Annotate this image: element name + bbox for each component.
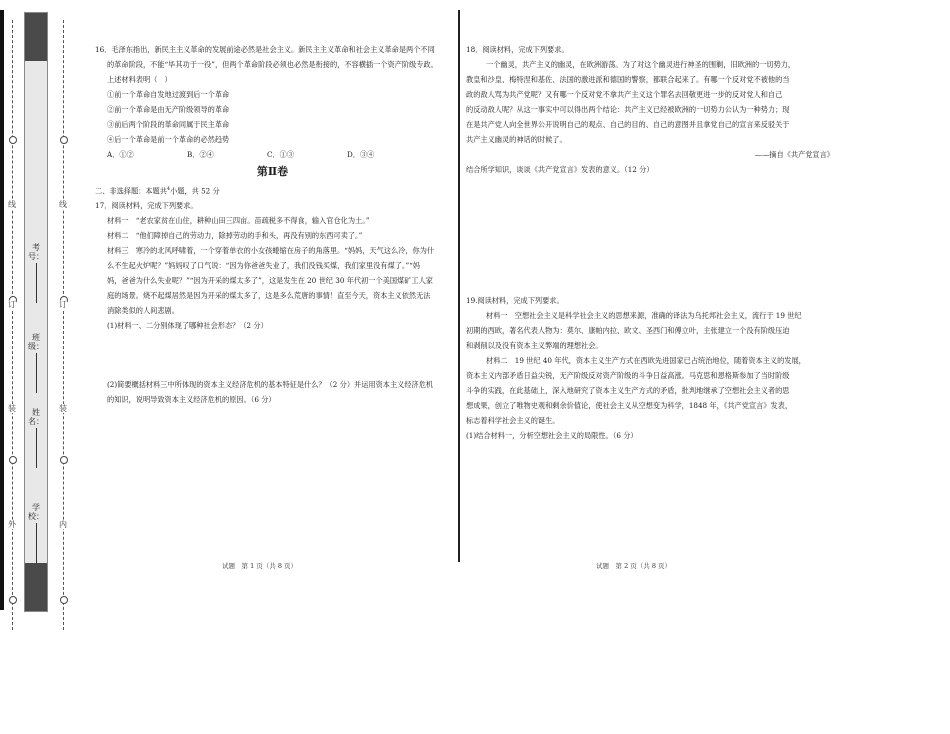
outer-cut-line — [12, 20, 13, 630]
q19-material-2: 标志着科学社会主义的诞生。 — [466, 416, 560, 425]
inner-char: 线 — [59, 200, 67, 209]
q18-stem: 18．阅读材料，完成下列要求。 — [466, 45, 569, 54]
left-page — [95, 42, 450, 407]
q19-material-2: 资本主义内部矛盾日益尖锐，无产阶级反对资产阶级的斗争日益高涨。马克思和恩格斯参加了当时阶级 — [466, 371, 790, 380]
class-label: 班级： — [28, 333, 44, 351]
column-divider — [458, 10, 460, 562]
page-footer-right: 试题 第 2 页（共 8 页） — [596, 562, 672, 570]
option-d[interactable]: D．③④ — [347, 150, 375, 159]
q19-material-1: 初期的西欧，著名代表人物为：莫尔、康帕内拉、欧文、圣西门和傅立叶，主张建立一个没有阶级压迫 — [466, 326, 790, 335]
binding-hole — [9, 456, 17, 464]
q18-passage: 一个幽灵，共产主义的幽灵，在欧洲游荡。为了对这个幽灵进行神圣的围剿，旧欧洲的一切势力， — [486, 60, 796, 69]
q19-material-1: 和剥削以及没有资本主义弊端的理想社会。 — [466, 341, 603, 350]
section-note: 二、非选择题：本题共$^4$小题，共 52 分 — [95, 186, 220, 196]
q17-material-3: 消除类似的人间悲剧。 — [107, 306, 179, 316]
q17-material-1: 材料一 “老农家贫在山住，耕种山田三四亩。苗疏税多不得食，输入官仓化为土。” — [107, 216, 370, 226]
q19-material-1: 材料一 空想社会主义是科学社会主义的思想来源，准确的译法为乌托邦社会主义，流行于 19 世纪 — [486, 311, 802, 320]
q17-material-2: 材料二 “他们障掉自己的劳动力，除掉劳动的手和头，再没有别的东西可卖了。” — [107, 231, 363, 241]
q17-material-3: 么不生起火炉呢？”妈妈叹了口气说：“因为你爸爸失业了，我们没钱买煤，我们家里没有煤了。”“妈 — [107, 261, 420, 271]
inner-char: 内 — [59, 520, 67, 529]
question-19 — [466, 293, 834, 443]
q17-sub-2: 的知识，说明导致资本主义经济危机的原因。（6 分） — [107, 395, 276, 405]
inner-cut-line — [63, 20, 64, 630]
q16-line: 16．毛泽东指出，新民主主义革命的发展前途必然是社会主义。新民主主义革命和社会主义革命是两个不同 — [95, 45, 435, 54]
right-page — [466, 42, 834, 443]
binding-hole — [9, 136, 17, 144]
name-field[interactable] — [27, 408, 45, 468]
q16-statement: ①前一个革命自发地过渡到后一个革命 — [107, 90, 230, 99]
strip-cap-top — [25, 13, 47, 61]
option-a[interactable]: A．①② — [107, 150, 134, 159]
q17-sub-2: (2)简要概括材料三中所体现的资本主义经济危机的基本特征是什么？（2 分）并运用资本主义经济危机 — [107, 380, 434, 390]
q18-passage: 政的敌人骂为共产党呢？又有哪一个反对党不拿共产主义这个罪名去回敬更进一步的反对党人和自己 — [466, 90, 783, 99]
class-field[interactable] — [27, 333, 45, 393]
binding-hole — [9, 596, 17, 604]
exam-number-label: 考号： — [28, 243, 44, 261]
school-field[interactable] — [27, 503, 45, 563]
q17-material-3: 材料三 寒冷的北风呼啸着，一个穿着单衣的小女孩蜷缩在房子的角落里。“妈妈，天气这么冷，你为什 — [107, 246, 435, 256]
q16-line: 上述材料表明（ ） — [107, 75, 172, 84]
q17-material-3: 妈，爸爸为什么失业呢？”“因为开采的煤太多了”，这是发生在 20 世纪 30 年代初一个美国煤矿工人家 — [107, 276, 433, 286]
q17-sub-1: (1)材料一、二分别体现了哪种社会形态？（2 分） — [107, 321, 268, 331]
binding-hole — [60, 456, 68, 464]
question-16 — [95, 42, 450, 162]
page-footer-left: 试题 第 1 页（共 8 页） — [222, 562, 298, 570]
exam-number-field[interactable] — [27, 243, 45, 303]
question-17 — [95, 198, 450, 407]
answer-space[interactable] — [466, 177, 834, 293]
q16-statement: ③前后两个阶段的革命同属于民主革命 — [107, 120, 230, 129]
q18-passage: 在是共产党人向全世界公开说明自己的观点、自己的目的、自己的意图并且拿党自己的宣言来反驳关于 — [466, 120, 790, 129]
binding-info-strip — [24, 12, 48, 612]
name-label: 姓名： — [28, 408, 44, 426]
q16-options — [95, 147, 450, 162]
q18-passage: 教皇和沙皇、梅特涅和基佐、法国的激进派和德国的警察，都联合起来了。有哪一个反对党不被他的当 — [466, 75, 790, 84]
q16-line: 的革命阶段，不能“毕其功于一役”，但两个革命阶段必须也必然是衔接的，不容横插一个资产阶级专政。 — [107, 60, 438, 69]
margin-char: 订 — [8, 300, 16, 309]
binding-hole — [60, 136, 68, 144]
q19-material-2: 斗争的实践，在此基础上，深入地研究了资本主义生产方式的矛盾，批判地继承了空想社会主义者的思 — [466, 386, 790, 395]
q18-passage: 共产主义幽灵的神话的时候了。 — [466, 135, 567, 144]
inner-char: 装 — [59, 404, 67, 413]
section-title: 第Ⅱ卷 — [256, 165, 289, 178]
q19-material-2: 想成果，创立了唯物史观和剩余价值论，使社会主义从空想变为科学，1848 年，《共产党宣言》发表， — [466, 401, 793, 410]
q18-source: ——摘自《共产党宣言》 — [754, 150, 834, 159]
q16-statement: ②前一个革命是由无产阶级领导的革命 — [107, 105, 230, 114]
strip-cap-bottom — [25, 563, 47, 611]
q17-material-3: 庭的场景。烧不起煤居然是因为开采的煤太多了，这是多么荒唐的事情！直至今天，资本主义依然无法 — [107, 291, 431, 301]
option-b[interactable]: B．②④ — [187, 150, 214, 159]
binding-hole — [60, 596, 68, 604]
q17-stem: 17．阅读材料，完成下列要求。 — [95, 201, 198, 211]
binding-edge-bar — [0, 10, 4, 610]
margin-char: 线 — [8, 200, 16, 209]
q16-statement: ④后一个革命是前一个革命的必然趋势 — [107, 135, 230, 144]
inner-char: 订 — [59, 300, 67, 309]
q19-stem: 19.阅读材料，完成下列要求。 — [466, 296, 564, 305]
margin-char: 装 — [8, 404, 16, 413]
margin-char: 外 — [8, 520, 16, 529]
school-label: 学校： — [28, 503, 44, 521]
answer-space[interactable] — [95, 333, 450, 377]
q19-material-2: 材料二 19 世纪 40 年代，资本主义生产方式在西欧先进国家已占统治地位，随着资本主义的发展， — [486, 356, 806, 365]
question-18 — [466, 42, 834, 177]
option-c[interactable]: C．①③ — [267, 150, 295, 159]
q19-sub-1: (1)结合材料一，分析空想社会主义的局限性。（6 分） — [466, 431, 638, 440]
q18-question: 结合所学知识，谈谈《共产党宣言》发表的意义。（12 分） — [466, 165, 654, 174]
q18-passage: 的反动敌人呢？从这一事实中可以得出两个结论：共产主义已经被欧洲的一切势力公认为一种势力；现 — [466, 105, 790, 114]
